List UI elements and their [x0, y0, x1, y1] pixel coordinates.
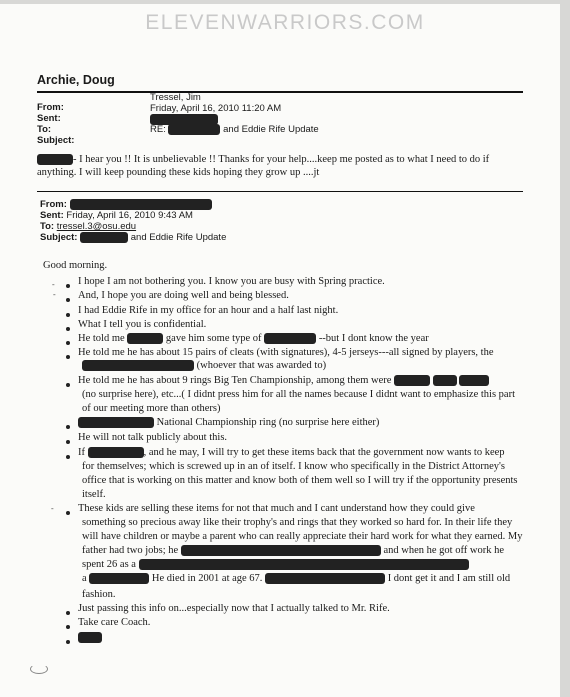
- bullet-dot: [66, 355, 70, 359]
- bullet-text-11g: fashion.: [82, 589, 116, 600]
- bullet-11-part-d2: and when he got off work he: [383, 545, 505, 556]
- redaction-block: [139, 559, 469, 570]
- bullet-text-11c: will have children or maybe a parent who can really appreciate their hard work for what they earned. My: [82, 531, 523, 542]
- redaction-block: [70, 199, 212, 210]
- reply-to-label: To:: [37, 124, 52, 135]
- bullet-5-part-b: gave him some type of: [165, 333, 262, 344]
- bullet-text-6b: [82, 360, 326, 371]
- original-from-row: [40, 199, 212, 210]
- redaction-block: [168, 124, 220, 135]
- bullet-dot: [66, 327, 70, 331]
- redaction-block: [88, 447, 144, 458]
- original-subject-row: [40, 232, 226, 243]
- bullet-dot: [66, 425, 70, 429]
- bullet-text-10a: [78, 447, 505, 458]
- original-subject-label: Subject:: [40, 232, 78, 244]
- reply-subject-suffix: and Eddie Rife Update: [223, 124, 319, 136]
- bullet-5-part-c: --but I dont know the year: [318, 333, 429, 344]
- bullet-5-part-a: He told me: [78, 333, 125, 344]
- redaction-block: [37, 154, 73, 165]
- bullet-text-7c: of our meeting more than others): [82, 403, 221, 414]
- separator-rule: [37, 191, 523, 192]
- original-to-row: [40, 221, 136, 232]
- reply-sent-label: Sent:: [37, 113, 61, 124]
- bullet-dot: [66, 341, 70, 345]
- bullet-text-1: I hope I am not bothering you. I know you are busy with Spring practice.: [78, 276, 385, 287]
- handwritten-mark: -: [53, 290, 56, 299]
- bullet-dot: [66, 440, 70, 444]
- original-sent-row: [40, 210, 193, 221]
- bullet-text-4: What I tell you is confidential.: [78, 319, 207, 330]
- bullet-11-part-f1: a: [82, 573, 87, 584]
- reply-body-text-1: - I hear you !! It is unbelievable !! Thanks for your help....keep me posted as to what I need to do if: [73, 154, 490, 165]
- bullet-text-11b: something so precious away like their trophy's and rings that they worked so hard for. In their life they: [82, 517, 513, 528]
- bullet-dot: [66, 383, 70, 387]
- redaction-block: [181, 545, 381, 556]
- scan-artifact: [30, 664, 48, 674]
- redaction-block: [80, 232, 128, 243]
- bullet-8-text: National Championship ring (no surprise here either): [156, 417, 380, 428]
- handwritten-mark: -: [51, 504, 54, 513]
- reply-body-line-2: anything. I will keep pounding these kids hoping they grow up ....jt: [37, 167, 320, 178]
- redaction-block: [459, 375, 489, 386]
- bullet-dot: [66, 625, 70, 629]
- bullet-11-part-e: spent 26 as a: [82, 559, 136, 570]
- bullet-dot: [66, 284, 70, 288]
- bullet-text-14: [78, 632, 102, 643]
- bullet-text-11d: [82, 545, 504, 556]
- redaction-block: [433, 375, 457, 386]
- bullet-11-part-f3: I dont get it and I am still old: [387, 573, 511, 584]
- reply-sent-value: Friday, April 16, 2010 11:20 AM: [150, 103, 282, 114]
- bullet-text-13: Take care Coach.: [78, 617, 151, 628]
- bullet-6-part-b: (whoever that was awarded to): [196, 360, 327, 371]
- original-to-value[interactable]: tressel.3@osu.edu: [56, 221, 137, 232]
- watermark: ELEVENWARRIORS.COM: [145, 11, 425, 34]
- bullet-10-part-b: , and he may, I will try to get these items back that the government now wants to keep: [143, 447, 505, 458]
- scan-edge-top: [0, 0, 570, 4]
- handwritten-mark: -: [52, 280, 55, 289]
- bullet-11-part-d1: father had two jobs; he: [82, 545, 179, 556]
- bullet-text-11e: [82, 559, 469, 570]
- redaction-block: [78, 417, 154, 428]
- bullet-text-7a: [78, 375, 489, 386]
- header-rule: [37, 91, 523, 93]
- original-from-label: From:: [40, 199, 67, 211]
- redaction-block: [264, 333, 316, 344]
- bullet-text-5: [78, 333, 429, 344]
- bullet-text-10c: for themselves; which is screwed up in an of itself. I know who specifically in the District Attorney's: [82, 461, 505, 472]
- bullet-11-part-f2: He died in 2001 at age 67.: [151, 573, 263, 584]
- redaction-block: [78, 632, 102, 643]
- redaction-block: [127, 333, 163, 344]
- reply-subject-label: Subject:: [37, 135, 75, 146]
- redaction-block: [89, 573, 149, 584]
- original-to-label: To:: [40, 221, 55, 232]
- bullet-text-10e: itself.: [82, 489, 106, 500]
- scan-edge-right: [560, 0, 570, 697]
- bullet-text-8: [78, 417, 379, 428]
- redaction-block: [394, 375, 430, 386]
- bullet-7-part-a: He told me he has about 9 rings Big Ten Championship, among them were: [78, 375, 392, 386]
- redaction-block: [82, 360, 194, 371]
- bullet-text-7b: (no surprise here), etc...( I didnt press him for all the names because I didnt want to emphasize this part: [82, 389, 515, 400]
- bullet-text-10d: office that is working on this matter and know both of them well so I will try if the opportunity presents: [82, 475, 518, 486]
- bullet-dot: [66, 611, 70, 615]
- bullet-dot: [66, 313, 70, 317]
- redaction-block: [265, 573, 385, 584]
- reply-from-label: From:: [37, 102, 64, 113]
- bullet-dot: [66, 511, 70, 515]
- bullet-text-12: Just passing this info on...especially now that I actually talked to Mr. Rife.: [78, 603, 390, 614]
- reply-subject-prefix: RE:: [150, 124, 166, 136]
- bullet-text-2: And, I hope you are doing well and being blessed.: [78, 290, 289, 301]
- bullet-10-part-a: If: [78, 447, 85, 458]
- reply-subject-value: [150, 124, 319, 135]
- bullet-text-11a: These kids are selling these items for not that much and I cant understand how they could give: [78, 503, 475, 514]
- original-subject-suffix: and Eddie Rife Update: [130, 232, 227, 244]
- original-sent-label: Sent:: [40, 210, 64, 221]
- original-sent-value: Friday, April 16, 2010 9:43 AM: [66, 210, 193, 221]
- bullet-text-9: He will not talk publicly about this.: [78, 432, 228, 443]
- bullet-dot: [66, 640, 70, 644]
- greeting: Good morning.: [43, 260, 108, 271]
- bullet-dot: [66, 455, 70, 459]
- bullet-dot: [66, 298, 70, 302]
- bullet-text-6a: He told me he has about 15 pairs of cleats (with signatures), 4-5 jerseys---all signed by players, the: [78, 347, 494, 358]
- document-owner-name: Archie, Doug: [37, 73, 115, 87]
- bullet-text-3: I had Eddie Rife in my office for an hour and a half last night.: [78, 305, 339, 316]
- bullet-text-11f: [82, 573, 510, 584]
- reply-from-value: Tressel, Jim: [150, 92, 201, 103]
- reply-body-line-1: [37, 154, 489, 165]
